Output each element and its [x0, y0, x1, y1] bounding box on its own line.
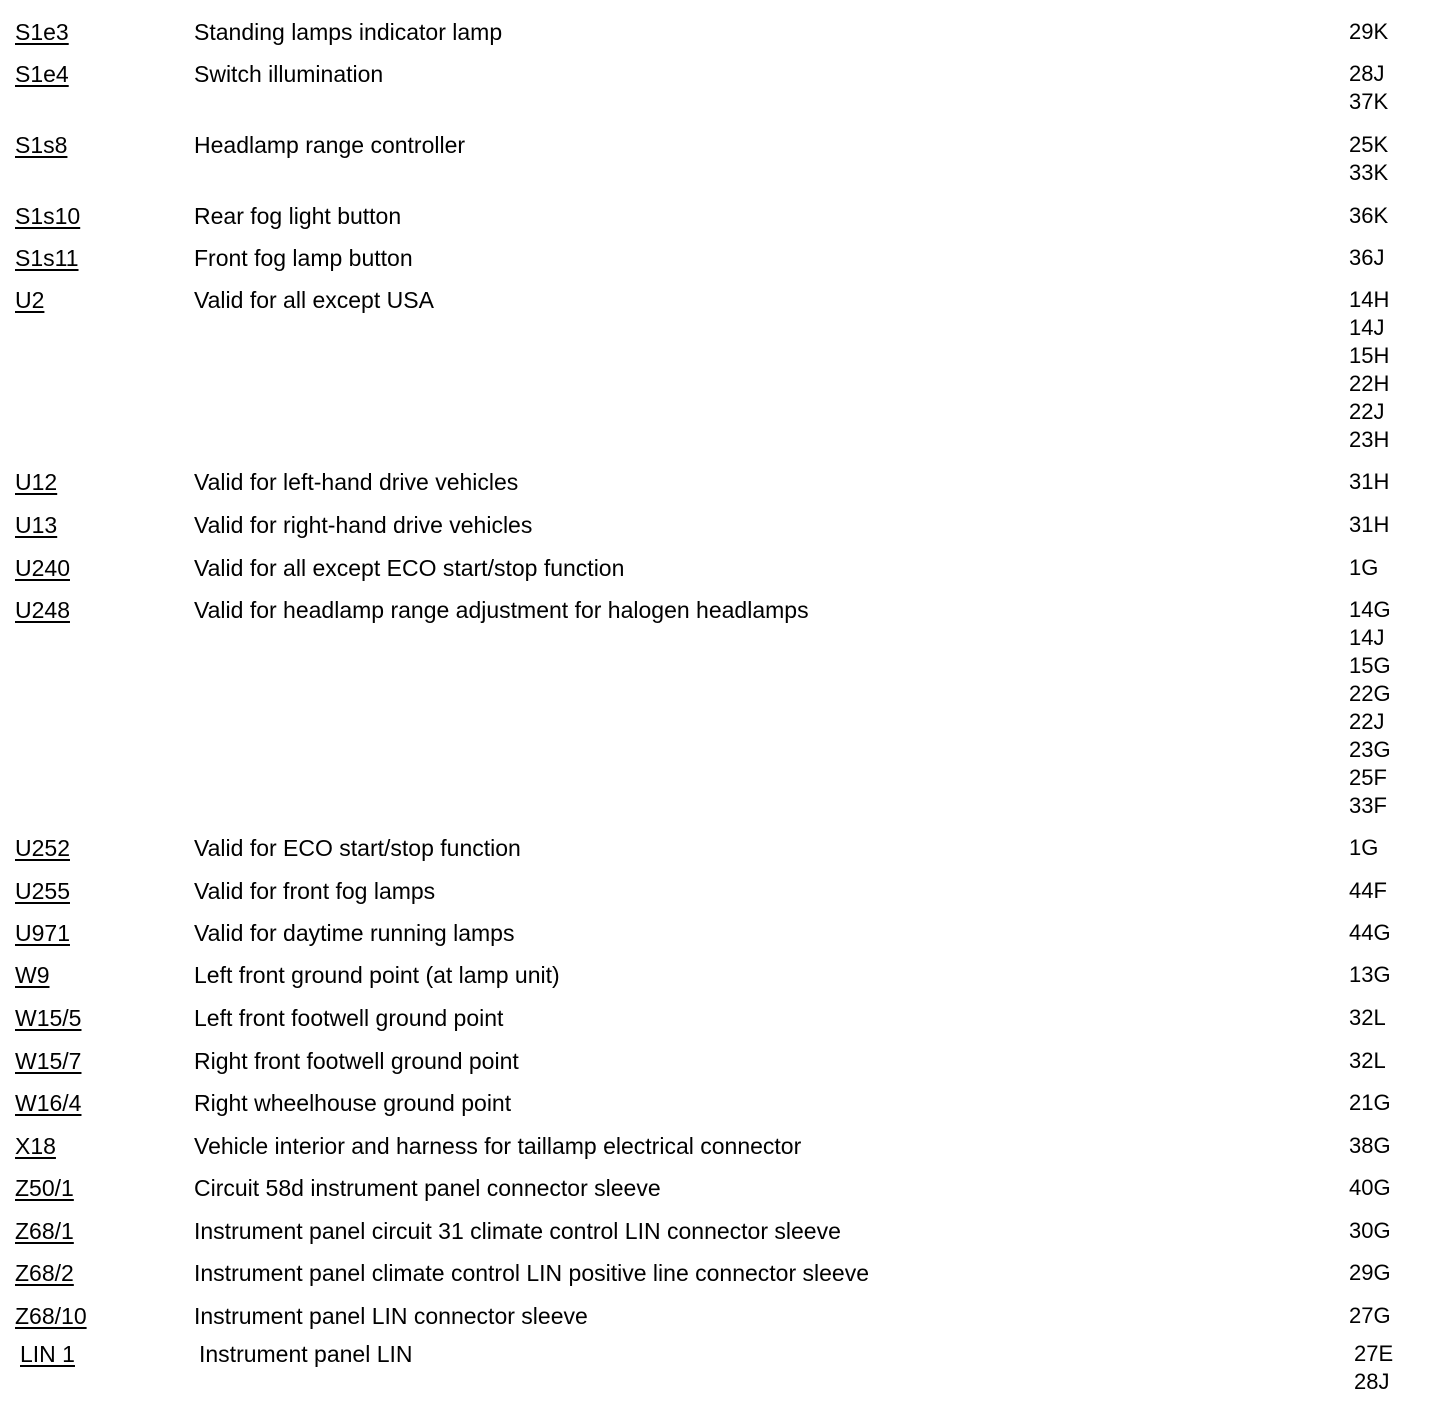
component-description: Valid for daytime running lamps [194, 920, 515, 946]
grid-location: 25F [1349, 765, 1387, 790]
component-code-link[interactable]: Z50/1 [15, 1175, 74, 1201]
grid-location-list [1349, 286, 1389, 454]
grid-location-list [1349, 1302, 1391, 1330]
component-code-link[interactable]: U13 [15, 512, 58, 538]
grid-location-list [1349, 919, 1391, 947]
grid-location: 30G [1349, 1218, 1391, 1243]
grid-location-list [1349, 1004, 1386, 1032]
component-description: Standing lamps indicator lamp [194, 19, 503, 45]
grid-location: 32L [1349, 1005, 1386, 1030]
component-description: Front fog lamp button [194, 245, 413, 271]
component-description: Circuit 58d instrument panel connector sleeve [194, 1175, 661, 1201]
grid-location-list [1349, 1132, 1391, 1160]
component-description: Right front footwell ground point [194, 1048, 519, 1074]
grid-location: 44G [1349, 920, 1391, 945]
grid-location: 36J [1349, 245, 1385, 270]
grid-location-list [1349, 244, 1384, 272]
component-code-link[interactable]: U255 [15, 878, 70, 904]
component-code-link[interactable]: W15/7 [15, 1048, 82, 1074]
component-description: Right wheelhouse ground point [194, 1090, 512, 1116]
component-description: Left front ground point (at lamp unit) [194, 962, 560, 988]
component-code-link[interactable]: U2 [15, 287, 45, 313]
grid-location: 14J [1349, 625, 1385, 650]
grid-location-list [1349, 131, 1388, 187]
component-description: Valid for right-hand drive vehicles [194, 512, 533, 538]
grid-location: 23H [1349, 427, 1390, 452]
component-description: Valid for all except ECO start/stop function [194, 555, 625, 581]
grid-location: 40G [1349, 1175, 1391, 1200]
component-description: Instrument panel circuit 31 climate control LIN connector sleeve [194, 1218, 841, 1244]
grid-location: 31H [1349, 512, 1390, 537]
grid-location: 14J [1349, 315, 1385, 340]
grid-location: 25K [1349, 132, 1389, 157]
component-code-link[interactable]: W15/5 [15, 1005, 82, 1031]
grid-location: 22H [1349, 371, 1390, 396]
grid-location: 32L [1349, 1048, 1386, 1073]
grid-location: 21G [1349, 1090, 1391, 1115]
grid-location: 28J [1349, 61, 1385, 86]
grid-location: 29G [1349, 1260, 1391, 1285]
component-code-link[interactable]: W16/4 [15, 1090, 82, 1116]
grid-location: 22J [1349, 709, 1385, 734]
component-description: Instrument panel LIN [199, 1341, 413, 1367]
component-code-link[interactable]: Z68/2 [15, 1260, 74, 1286]
component-code-link[interactable]: S1e3 [15, 19, 69, 45]
component-code-link[interactable]: U12 [15, 469, 58, 495]
grid-location-list [1354, 1340, 1393, 1396]
grid-location: 22J [1349, 399, 1385, 424]
grid-location: 31H [1349, 469, 1390, 494]
grid-location: 44F [1349, 878, 1387, 903]
component-code-link[interactable]: S1e4 [15, 61, 69, 87]
grid-location-list [1349, 1217, 1391, 1245]
grid-location-list [1349, 1174, 1391, 1202]
grid-location: 22G [1349, 681, 1391, 706]
component-description: Switch illumination [194, 61, 384, 87]
grid-location: 27E [1354, 1341, 1394, 1366]
grid-location-list [1349, 468, 1389, 496]
component-code-link[interactable]: Z68/10 [15, 1303, 87, 1329]
component-code-link[interactable]: LIN 1 [20, 1341, 75, 1367]
component-code-link[interactable]: S1s8 [15, 132, 68, 158]
component-description: Rear fog light button [194, 203, 402, 229]
grid-location-list [1349, 596, 1391, 820]
grid-location: 37K [1349, 89, 1389, 114]
grid-location-list [1349, 1047, 1386, 1075]
grid-location-list [1349, 961, 1391, 989]
grid-location: 15H [1349, 343, 1390, 368]
grid-location: 14G [1349, 597, 1391, 622]
component-description: Left front footwell ground point [194, 1005, 504, 1031]
component-code-link[interactable]: Z68/1 [15, 1218, 74, 1244]
component-code-link[interactable]: U971 [15, 920, 70, 946]
component-code-link[interactable]: X18 [15, 1133, 56, 1159]
component-description: Valid for headlamp range adjustment for halogen headlamps [194, 597, 809, 623]
grid-location-list [1349, 1089, 1391, 1117]
grid-location: 33K [1349, 160, 1389, 185]
grid-location: 28J [1354, 1369, 1390, 1394]
component-code-link[interactable]: S1s11 [15, 245, 79, 271]
grid-location: 36K [1349, 203, 1389, 228]
component-code-link[interactable]: W9 [15, 962, 50, 988]
grid-location-list [1349, 18, 1388, 46]
component-code-link[interactable]: U252 [15, 835, 70, 861]
grid-location-list [1349, 834, 1378, 862]
grid-location-list [1349, 554, 1378, 582]
component-code-link[interactable]: S1s10 [15, 203, 81, 229]
component-description: Instrument panel LIN connector sleeve [194, 1303, 588, 1329]
component-description: Valid for front fog lamps [194, 878, 436, 904]
component-description: Valid for left-hand drive vehicles [194, 469, 519, 495]
grid-location: 1G [1349, 555, 1379, 580]
grid-location: 1G [1349, 835, 1379, 860]
grid-location: 33F [1349, 793, 1387, 818]
grid-location: 29K [1349, 19, 1389, 44]
grid-location-list [1349, 202, 1388, 230]
grid-location: 38G [1349, 1133, 1391, 1158]
grid-location-list [1349, 877, 1387, 905]
grid-location: 27G [1349, 1303, 1391, 1328]
component-description: Vehicle interior and harness for taillamp electrical connector [194, 1133, 802, 1159]
grid-location: 13G [1349, 962, 1391, 987]
component-description: Instrument panel climate control LIN positive line connector sleeve [194, 1260, 870, 1286]
grid-location-list [1349, 1259, 1391, 1287]
component-code-link[interactable]: U248 [15, 597, 70, 623]
grid-location-list [1349, 511, 1389, 539]
component-description: Headlamp range controller [194, 132, 466, 158]
grid-location: 15G [1349, 653, 1391, 678]
component-description: Valid for ECO start/stop function [194, 835, 521, 861]
component-code-link[interactable]: U240 [15, 555, 70, 581]
grid-location: 23G [1349, 737, 1391, 762]
grid-location-list [1349, 60, 1388, 116]
grid-location: 14H [1349, 287, 1390, 312]
component-description: Valid for all except USA [194, 287, 434, 313]
